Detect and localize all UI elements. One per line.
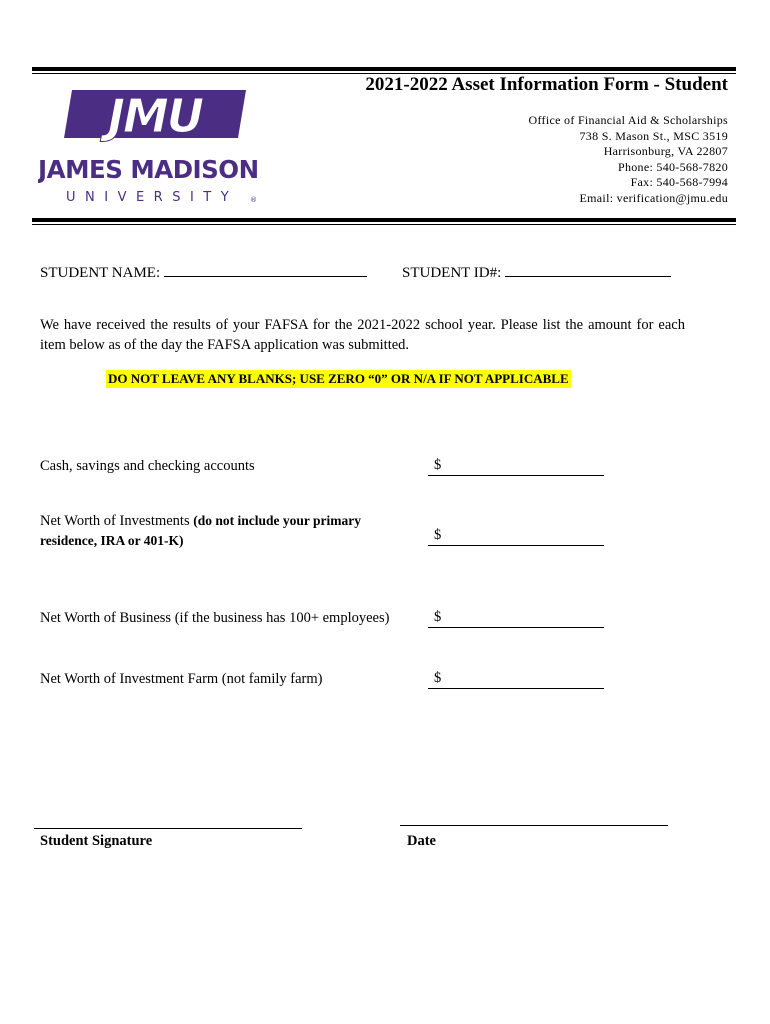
form-title: 2021-2022 Asset Information Form - Student [365,74,728,95]
office-address-line2: Harrisonburg, VA 22807 [603,144,728,159]
jmu-logo-mark [64,89,246,143]
office-phone: Phone: 540-568-7820 [617,159,728,174]
item-label-note: (do not include your primary residence, IRA or 401-K) [40,513,361,548]
office-contact-block [529,113,728,207]
currency-symbol: $ [434,527,442,543]
office-address-line1: 738 S. Mason St., MSC 3519 [579,128,728,143]
item-label-text: Net Worth of Investment Farm (not family farm) [40,671,323,687]
logo-subtitle: UNIVERSITY [66,190,239,205]
item-label-farm [40,670,322,689]
date-signature-line[interactable] [400,825,668,826]
instructions-paragraph: We have received the results of your FAFSA for the 2021-2022 school year. Please list the amount for each item below as of the day the FAFSA application was submitted. [40,317,685,353]
student-id-input[interactable] [505,262,671,277]
warning-banner: DO NOT LEAVE ANY BLANKS; USE ZERO “0” OR N/A IF NOT APPLICABLE [108,371,569,386]
office-name: Office of Financial Aid & Scholarships [528,113,728,127]
student-signature-line[interactable] [34,828,302,829]
date-label: Date [407,833,436,849]
logo-trademark: ® [250,196,257,204]
item-label-text: Net Worth of Investments [40,513,194,529]
currency-symbol: $ [434,670,442,686]
item-amount-cash[interactable] [428,457,604,476]
student-id-field [402,262,671,282]
item-label-text: Cash, savings and checking accounts [40,458,255,474]
student-signature-label: Student Signature [40,833,153,849]
item-label-cash [40,457,255,476]
header-top-rule [32,67,736,71]
student-id-label: STUDENT ID#: [402,265,502,281]
header-bottom-rule-thin [32,224,736,225]
currency-symbol: $ [434,609,442,625]
student-name-label: STUDENT NAME: [40,265,161,281]
jmu-logo [38,88,278,208]
item-label-business [40,609,389,628]
office-fax: Fax: 540-568-7994 [630,175,728,190]
item-label-investments [40,511,385,551]
item-label-text: Net Worth of Business (if the business has 100+ employees) [40,610,390,626]
student-name-input[interactable] [164,262,367,277]
svg-text:JMU: JMU [107,89,203,143]
item-amount-investments[interactable] [428,527,604,546]
item-amount-business[interactable] [428,609,604,628]
office-email: Email: verification@jmu.edu [579,190,728,205]
item-amount-farm[interactable] [428,670,604,689]
student-name-field [40,262,367,282]
header-bottom-rule [32,218,736,222]
logo-name: JAMES MADISON [38,155,259,184]
currency-symbol: $ [434,457,442,473]
